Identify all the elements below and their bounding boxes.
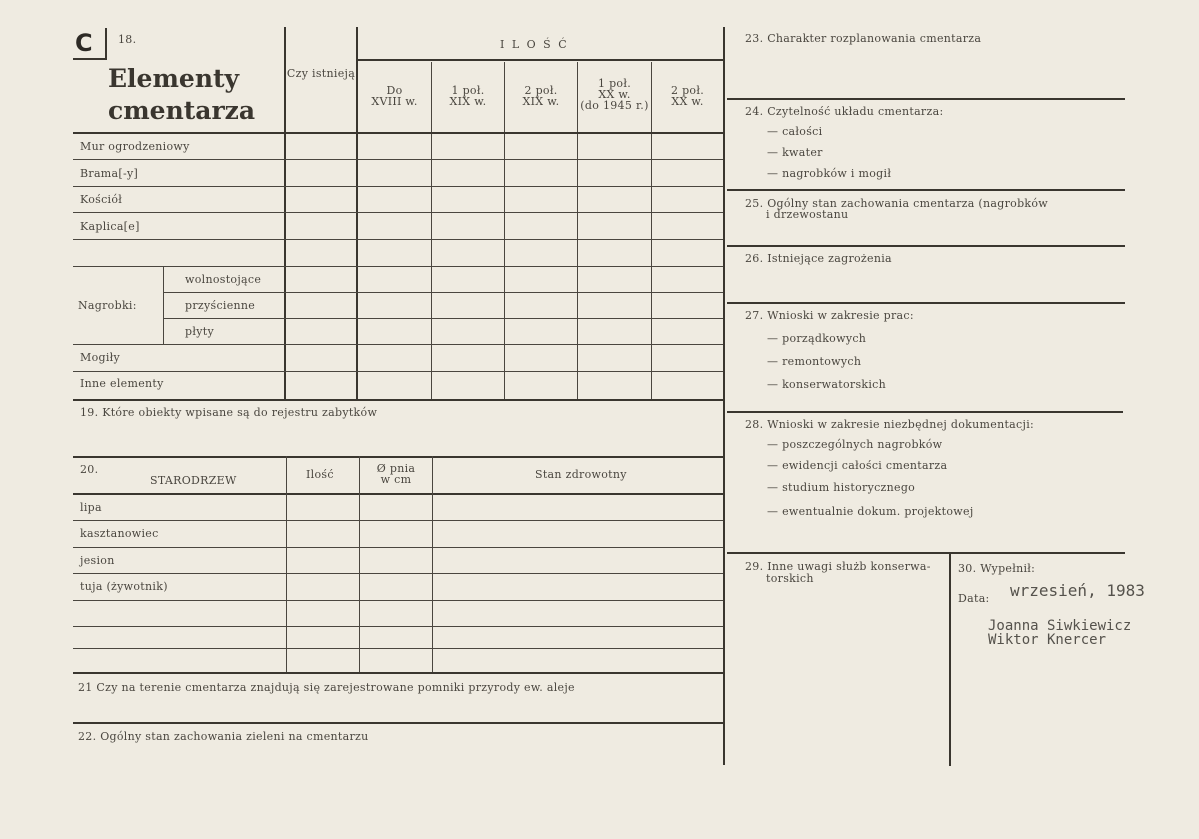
question-24: 24. Czytelność układu cmentarza:	[745, 105, 944, 118]
row-line	[727, 98, 1125, 100]
date-label: Data:	[958, 592, 990, 605]
question-25-cont: i drzewostanu	[766, 208, 849, 221]
row-line	[727, 411, 1123, 413]
period-header: Do XVIII w.	[371, 84, 418, 108]
tree-label: lipa	[80, 501, 102, 514]
section-number: 18.	[118, 33, 137, 46]
period-header: 1 poł. XX w. (do 1945 r.)	[580, 77, 649, 112]
question-23: 23. Charakter rozplanowania cmentarza	[745, 32, 982, 45]
row-line	[163, 318, 723, 319]
divider	[949, 552, 951, 766]
starodrzew-ilosc: Ilość	[306, 468, 334, 481]
q28-item: — ewidencji całości cmentarza	[767, 459, 948, 472]
q27-item: — konserwatorskich	[767, 378, 887, 391]
question-25: 25. Ogólny stan zachowania cmentarza (nagrobków	[745, 197, 1049, 210]
row-label: Brama[-y]	[80, 167, 139, 180]
row-line	[73, 493, 723, 495]
question-27: 27. Wnioski w zakresie prac:	[745, 309, 914, 322]
q28-item: — studium historycznego	[767, 481, 916, 494]
filler-name-2: Wiktor Knercer	[988, 632, 1107, 648]
question-19: 19. Które obiekty wpisane są do rejestru zabytków	[80, 406, 378, 419]
starodrzew-pien: Ø pnia w cm	[376, 462, 416, 486]
row-line	[727, 302, 1125, 304]
center-divider	[723, 27, 725, 765]
row-line	[73, 547, 723, 548]
divider	[432, 456, 433, 672]
starodrzew-title: STARODRZEW	[150, 474, 237, 487]
row-line	[73, 371, 723, 372]
row-line	[163, 292, 723, 293]
row-line	[73, 212, 723, 213]
divider	[163, 266, 164, 344]
row-label: Nagrobki:	[78, 299, 137, 312]
page-title-line1: Elementy	[108, 64, 240, 93]
divider	[357, 59, 723, 61]
row-label: Mogiły	[80, 351, 121, 364]
row-line	[73, 186, 723, 187]
q27-item: — remontowych	[767, 355, 862, 368]
row-label: Kościół	[80, 193, 123, 206]
q28-item: — ewentualnie dokum. projektowej	[767, 505, 974, 518]
row-line	[73, 456, 723, 458]
page-title-line2: cmentarza	[108, 96, 256, 125]
row-line	[73, 239, 723, 240]
row-line	[727, 245, 1125, 247]
section-letter: C	[73, 28, 107, 60]
divider	[431, 62, 432, 399]
divider	[504, 62, 505, 399]
row-line	[727, 189, 1125, 191]
row-label: płyty	[185, 325, 214, 338]
question-30: 30. Wypełnił:	[958, 562, 1036, 575]
divider	[359, 456, 360, 672]
row-line	[73, 520, 723, 521]
question-22: 22. Ogólny stan zachowania zieleni na cmentarzu	[78, 730, 369, 743]
col-czy-istnieja: Czy istnieją	[286, 67, 356, 80]
starodrzew-number: 20.	[80, 463, 99, 476]
row-line	[73, 159, 723, 160]
q27-item: — porządkowych	[767, 332, 867, 345]
header-bottom-rule	[73, 132, 723, 134]
row-label: Mur ogrodzeniowy	[80, 140, 190, 153]
q24-item: — całości	[767, 125, 823, 138]
tree-label: jesion	[80, 554, 115, 567]
row-line	[73, 672, 723, 674]
row-line	[73, 399, 723, 401]
col-ilosc: I L O Ś Ć	[500, 38, 569, 51]
row-label: Kaplica[e]	[80, 220, 140, 233]
row-label: wolnostojące	[185, 273, 262, 286]
question-21: 21 Czy na terenie cmentarza znajdują się zarejestrowane pomniki przyrody ew. aleje	[78, 681, 575, 694]
question-29: 29. Inne uwagi służb konserwa-	[745, 560, 931, 573]
period-header: 1 poł. XIX w.	[449, 84, 487, 108]
period-header: 2 poł. XX w.	[670, 84, 705, 108]
q24-item: — kwater	[767, 146, 823, 159]
row-label: Inne elementy	[80, 377, 164, 390]
tree-label: kasztanowiec	[80, 527, 159, 540]
tree-label: tuja (żywotnik)	[80, 580, 168, 593]
divider	[577, 62, 578, 399]
row-line	[73, 266, 723, 267]
row-line	[73, 626, 723, 627]
row-line	[73, 648, 723, 649]
row-line	[73, 722, 723, 724]
divider	[651, 62, 652, 399]
question-26: 26. Istniejące zagrożenia	[745, 252, 892, 265]
date-value: wrzesień, 1983	[1010, 581, 1145, 600]
q28-item: — poszczególnych nagrobków	[767, 438, 943, 451]
row-line	[73, 600, 723, 601]
row-line	[73, 573, 723, 574]
row-line	[727, 552, 1125, 554]
question-28: 28. Wnioski w zakresie niezbędnej dokumentacji:	[745, 418, 1035, 431]
period-header: 2 poł. XIX w.	[522, 84, 560, 108]
question-29-cont: torskich	[766, 572, 814, 585]
filler-name-1: Joanna Siwkiewicz	[988, 618, 1132, 634]
divider	[286, 456, 287, 672]
row-line	[73, 344, 723, 345]
starodrzew-stan: Stan zdrowotny	[535, 468, 627, 481]
row-label: przyścienne	[185, 299, 256, 312]
q24-item: — nagrobków i mogił	[767, 167, 892, 180]
